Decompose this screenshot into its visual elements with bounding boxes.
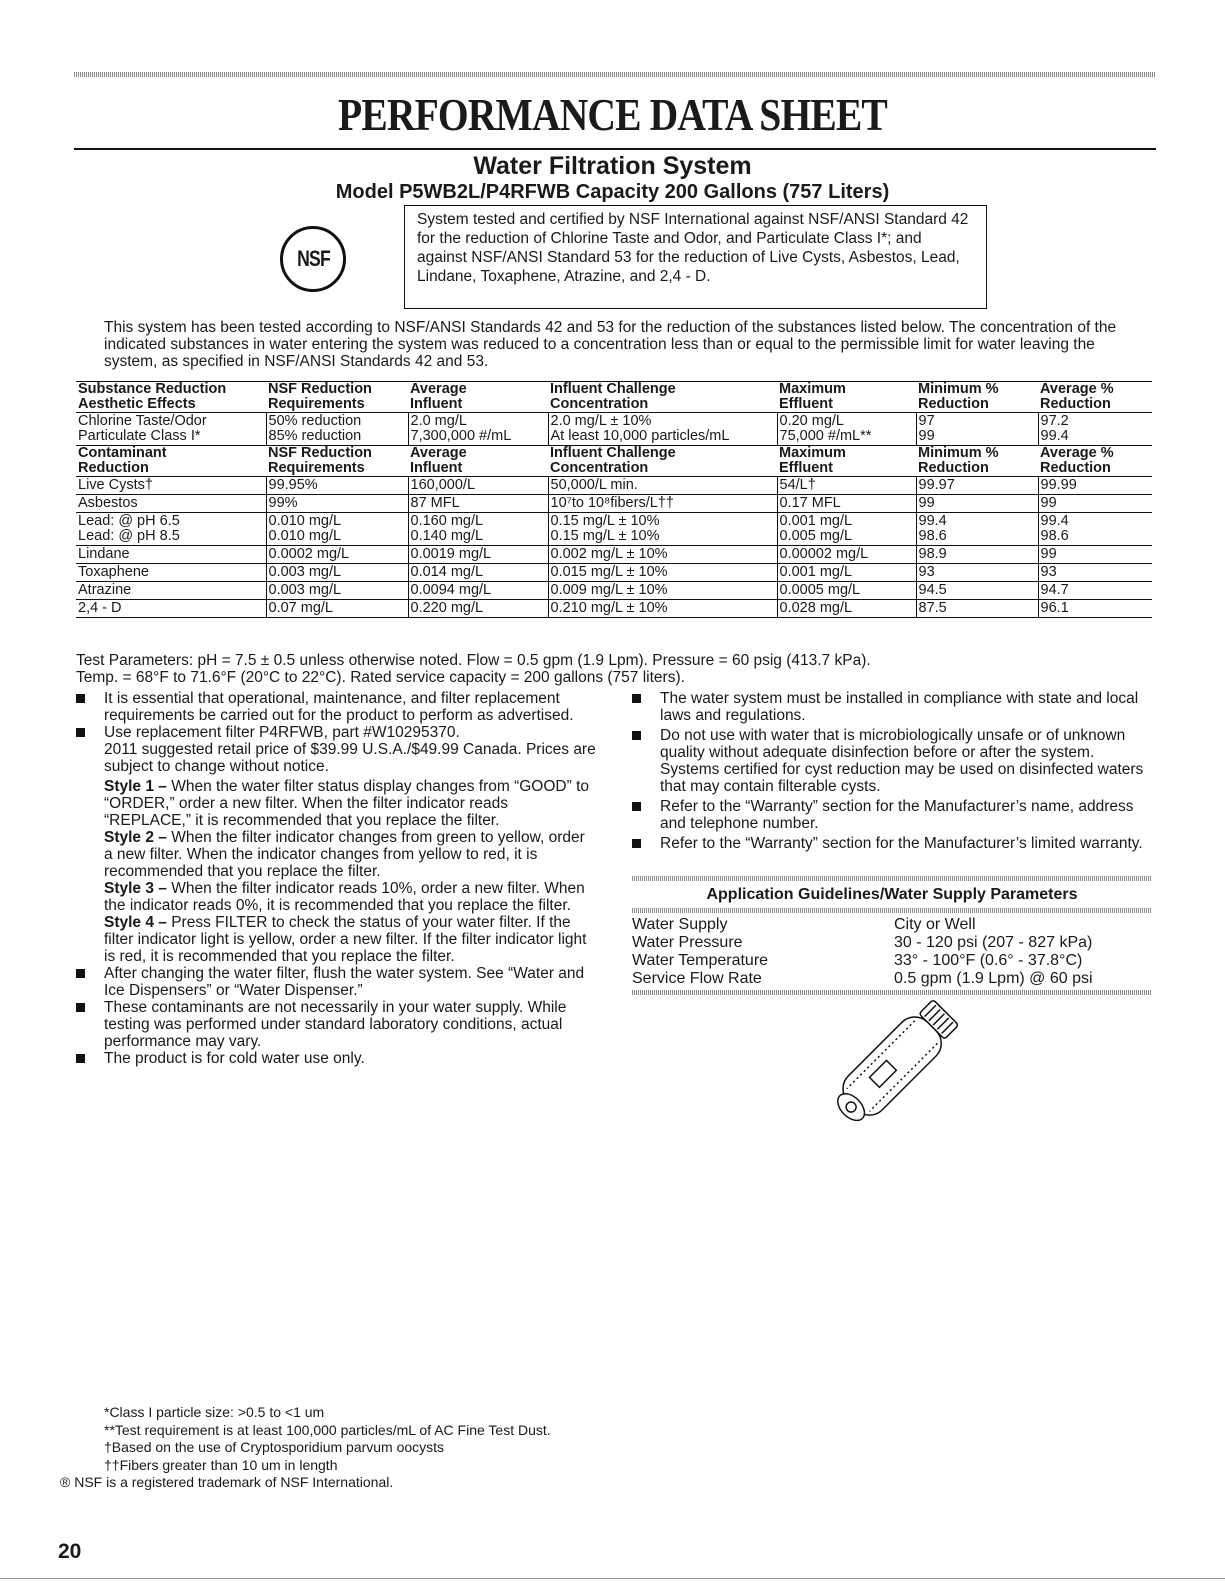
bullet-item xyxy=(76,724,596,775)
performance-table xyxy=(76,381,1152,618)
style-label: Style 2 – xyxy=(104,829,167,846)
top-hatch-rule xyxy=(74,72,1156,77)
table-cell: Toxaphene xyxy=(78,564,149,580)
table-cell: 87 MFL xyxy=(408,495,548,513)
guideline-cell: Water Temperature xyxy=(632,952,769,969)
style-text: When the filter indicator reads 10%, order a new filter. When the indicator reads 0%, it is recommended that you replace the filter. xyxy=(104,880,585,914)
table-cell: 99.4 98.6 xyxy=(916,513,1038,546)
table-cell: 94.5 xyxy=(916,582,1038,600)
bullet-text: It is essential that operational, maintenance, and filter replacement requirements be carried out for the product to perform as advertised. xyxy=(104,690,574,724)
guidelines-table xyxy=(632,916,1152,988)
table-cell: 0.15 mg/L ± 10% 0.15 mg/L ± 10% xyxy=(548,513,777,546)
contaminant-header-row xyxy=(76,446,1152,477)
table-cell: Lead: @ pH 6.5 Lead: @ pH 8.5 xyxy=(78,513,180,544)
guideline-cell: 33° - 100°F (0.6° - 37.8°C) xyxy=(894,952,1083,969)
table-cell: 10⁷to 10⁸fibers/L†† xyxy=(548,495,777,513)
table-cell: 99.97 xyxy=(916,477,1038,495)
table-cell: Asbestos xyxy=(78,495,138,511)
bullet-item xyxy=(76,690,596,724)
bullet-icon xyxy=(76,694,85,703)
bullet-icon xyxy=(76,728,85,737)
table-cell: 0.160 mg/L 0.140 mg/L xyxy=(408,513,548,546)
style-1-note xyxy=(104,778,596,829)
guideline-cell: Water Supply xyxy=(632,916,728,933)
footnote: **Test requirement is at least 100,000 particles/mL of AC Fine Test Dust. xyxy=(104,1421,551,1438)
table-cell: 99.4 98.6 xyxy=(1038,513,1152,546)
style-label: Style 1 – xyxy=(104,778,167,795)
bullet-item xyxy=(76,965,596,999)
table-row xyxy=(76,477,1152,495)
style-label: Style 4 – xyxy=(104,914,167,931)
table-cell: 54/L† xyxy=(777,477,916,495)
style-3-note xyxy=(104,880,596,914)
style-2-note xyxy=(104,829,596,880)
bullet-item xyxy=(632,690,1152,724)
table-cell: 0.210 mg/L ± 10% xyxy=(548,600,777,618)
table-cell: Influent Challenge Concentration xyxy=(550,445,676,476)
table-cell: 50% reduction 85% reduction xyxy=(266,413,408,446)
table-cell: 99 xyxy=(1038,495,1152,513)
guidelines-top-hatch xyxy=(632,876,1152,881)
style-label: Style 3 – xyxy=(104,880,167,897)
table-cell: Atrazine xyxy=(78,582,132,598)
bullet-text: Use replacement filter P4RFWB, part #W10295370. 2011 suggested retail price of $39.99 U.S.A./$49.99 Canada. Prices are subject to change without notice. xyxy=(104,724,596,775)
guideline-cell: Water Pressure xyxy=(632,934,743,951)
bullet-icon xyxy=(76,1054,85,1063)
bullet-item xyxy=(632,727,1152,795)
bullet-text: After changing the water filter, flush the water system. See “Water and Ice Dispensers” or “Water Dispenser.” xyxy=(104,965,585,999)
table-cell: 98.9 xyxy=(916,546,1038,564)
nsf-logo-text: NSF xyxy=(296,246,330,271)
guideline-cell: City or Well xyxy=(894,916,976,933)
table-cell: 0.001 mg/L xyxy=(777,564,916,582)
test-parameters: Test Parameters: pH = 7.5 ± 0.5 unless otherwise noted. Flow = 0.5 gpm (1.9 Lpm). Pressure = 60 psig (413.7 kPa). Temp. = 68°F to 71.6°F (20°C to 22°C). Rated service capacity = 200 gallons (757 liters). xyxy=(76,652,871,686)
table-cell: 0.00002 mg/L xyxy=(777,546,916,564)
guideline-row xyxy=(632,934,1152,952)
table-cell: Maximum Effluent xyxy=(779,381,846,412)
table-cell: 0.014 mg/L xyxy=(408,564,548,582)
table-cell: Lindane xyxy=(78,546,130,562)
table-cell: 99.95% xyxy=(266,477,408,495)
table-cell: 0.002 mg/L ± 10% xyxy=(548,546,777,564)
table-cell: 99 xyxy=(916,495,1038,513)
table-cell: Average Influent xyxy=(410,381,467,412)
table-cell: 96.1 xyxy=(1038,600,1152,618)
bullet-item xyxy=(76,1050,596,1067)
table-cell: 99 xyxy=(1038,546,1152,564)
table-row xyxy=(76,513,1152,546)
table-cell: 2,4 - D xyxy=(78,600,122,616)
nsf-logo-icon xyxy=(280,226,346,292)
bullet-item xyxy=(632,835,1152,852)
bullet-item xyxy=(76,999,596,1050)
table-cell: 0.009 mg/L ± 10% xyxy=(548,582,777,600)
guideline-row xyxy=(632,970,1152,988)
footnote: ® NSF is a registered trademark of NSF International. xyxy=(60,1474,394,1490)
certification-box: System tested and certified by NSF International against NSF/ANSI Standard 42 for the reduction of Chlorine Taste and Odor, and Particulate Class I*; and against NSF/ANSI Standard 53 for the reduction of Live Cysts, Asbestos, Lead, Lindane, Toxaphene, Atrazine, and 2,4 - D. xyxy=(404,205,987,309)
table-row xyxy=(76,582,1152,600)
table-cell: 0.20 mg/L 75,000 #/mL** xyxy=(777,413,916,446)
table-cell: 0.07 mg/L xyxy=(266,600,408,618)
table-cell: 0.003 mg/L xyxy=(266,582,408,600)
table-row xyxy=(76,413,1152,446)
guideline-cell: Service Flow Rate xyxy=(632,970,762,987)
table-cell: 99.99 xyxy=(1038,477,1152,495)
table-cell: 97.2 99.4 xyxy=(1038,413,1152,446)
table-cell: 160,000/L xyxy=(408,477,548,495)
guideline-row xyxy=(632,952,1152,970)
bullet-text: Refer to the “Warranty” section for the Manufacturer’s limited warranty. xyxy=(660,835,1143,852)
page-number: 20 xyxy=(58,1540,82,1563)
table-cell: Average Influent xyxy=(410,445,467,476)
bullet-item xyxy=(632,798,1152,832)
style-text: When the filter indicator changes from green to yellow, order a new filter. When the indicator changes from yellow to red, it is recommended that you replace the filter. xyxy=(104,829,585,880)
bullet-icon xyxy=(632,731,641,740)
table-cell: 2.0 mg/L ± 10% At least 10,000 particles/mL xyxy=(548,413,777,446)
table-row xyxy=(76,600,1152,618)
bullet-icon xyxy=(632,802,641,811)
water-filter-image xyxy=(820,996,960,1146)
table-cell: 0.0005 mg/L xyxy=(777,582,916,600)
table-cell: 0.001 mg/L 0.005 mg/L xyxy=(777,513,916,546)
bottom-rule xyxy=(0,1578,1225,1579)
model-line: Model P5WB2L/P4RFWB Capacity 200 Gallons (757 Liters) xyxy=(335,181,890,203)
footnote: *Class I particle size: >0.5 to <1 um xyxy=(104,1404,325,1420)
table-cell: Average % Reduction xyxy=(1040,445,1114,476)
table-cell: 0.010 mg/L 0.010 mg/L xyxy=(266,513,408,546)
table-cell: 2.0 mg/L 7,300,000 #/mL xyxy=(408,413,548,446)
title-rule xyxy=(74,148,1156,150)
table-row xyxy=(76,495,1152,513)
table-cell: 0.17 MFL xyxy=(777,495,916,513)
aesthetic-header-row xyxy=(76,382,1152,413)
bullet-text: These contaminants are not necessarily in your water supply. While testing was performed under standard laboratory conditions, actual performance may vary. xyxy=(104,999,567,1050)
table-cell: 93 xyxy=(916,564,1038,582)
table-cell: 0.0019 mg/L xyxy=(408,546,548,564)
table-cell: Minimum % Reduction xyxy=(918,381,999,412)
right-column xyxy=(632,690,1152,852)
table-cell: Average % Reduction xyxy=(1040,381,1114,412)
table-cell: Substance Reduction Aesthetic Effects xyxy=(78,381,227,412)
table-cell: 93 xyxy=(1038,564,1152,582)
table-cell: Live Cysts† xyxy=(78,477,153,493)
style-4-note xyxy=(104,914,596,965)
table-cell: 0.0094 mg/L xyxy=(408,582,548,600)
table-cell: 87.5 xyxy=(916,600,1038,618)
guidelines-title: Application Guidelines/Water Supply Parameters xyxy=(706,886,1078,903)
table-cell: Minimum % Reduction xyxy=(918,445,999,476)
table-cell: NSF Reduction Requirements xyxy=(268,381,372,412)
table-cell: 0.220 mg/L xyxy=(408,600,548,618)
guideline-cell: 0.5 gpm (1.9 Lpm) @ 60 psi xyxy=(894,970,1093,987)
table-cell: Maximum Effluent xyxy=(779,445,846,476)
intro-paragraph: This system has been tested according to NSF/ANSI Standards 42 and 53 for the reduction of the substances listed below. The concentration of the indicated substances in water entering the system was reduced to a concentration less than or equal to the permissible limit for water leaving the system, as specified in NSF/ANSI Standards 42 and 53. xyxy=(104,319,1117,370)
bullet-text: The product is for cold water use only. xyxy=(104,1050,365,1067)
table-cell: Contaminant Reduction xyxy=(78,445,167,476)
guidelines-bottom-hatch xyxy=(632,990,1152,995)
bullet-text: Refer to the “Warranty” section for the Manufacturer’s name, address and telephone number. xyxy=(660,798,1134,832)
table-cell: 0.015 mg/L ± 10% xyxy=(548,564,777,582)
guidelines-title-hatch xyxy=(632,908,1152,913)
bullet-text: Do not use with water that is microbiologically unsafe or of unknown quality without adequate disinfection before or after the system. Systems certified for cyst reduction may be used on disinfected waters that may contain filterable cysts. xyxy=(660,727,1144,795)
table-cell: Chlorine Taste/Odor Particulate Class I* xyxy=(78,413,207,444)
table-cell: 99% xyxy=(266,495,408,513)
footnote: †Based on the use of Cryptosporidium parvum oocysts xyxy=(104,1439,445,1455)
page-title: PERFORMANCE DATA SHEET xyxy=(338,89,887,140)
table-cell: 97 99 xyxy=(916,413,1038,446)
style-text: Press FILTER to check the status of your water filter. If the filter indicator light is yellow, order a new filter. If the filter indicator light is red, it is recommended that you replace the filter. xyxy=(104,914,587,965)
table-cell: 94.7 xyxy=(1038,582,1152,600)
bullet-icon xyxy=(76,1003,85,1012)
style-text: When the water filter status display changes from “GOOD” to “ORDER,” order a new filter. When the filter indicator reads “REPLACE,” it is recommended that you replace the filter. xyxy=(104,778,590,829)
table-cell: 0.003 mg/L xyxy=(266,564,408,582)
bullet-icon xyxy=(632,839,641,848)
table-cell: 50,000/L min. xyxy=(548,477,777,495)
footnote: ††Fibers greater than 10 um in length xyxy=(104,1456,338,1473)
table-cell: 0.028 mg/L xyxy=(777,600,916,618)
footnotes xyxy=(60,1404,551,1492)
guideline-cell: 30 - 120 psi (207 - 827 kPa) xyxy=(894,934,1093,951)
bullet-icon xyxy=(76,969,85,978)
left-column xyxy=(76,690,596,1067)
guideline-row xyxy=(632,916,1152,934)
subtitle: Water Filtration System xyxy=(473,152,752,180)
table-cell: Influent Challenge Concentration xyxy=(550,381,676,412)
table-row xyxy=(76,564,1152,582)
table-cell: NSF Reduction Requirements xyxy=(268,445,372,476)
table-cell: 0.0002 mg/L xyxy=(266,546,408,564)
bullet-icon xyxy=(632,694,641,703)
table-row xyxy=(76,546,1152,564)
bullet-text: The water system must be installed in compliance with state and local laws and regulations. xyxy=(660,690,1139,724)
